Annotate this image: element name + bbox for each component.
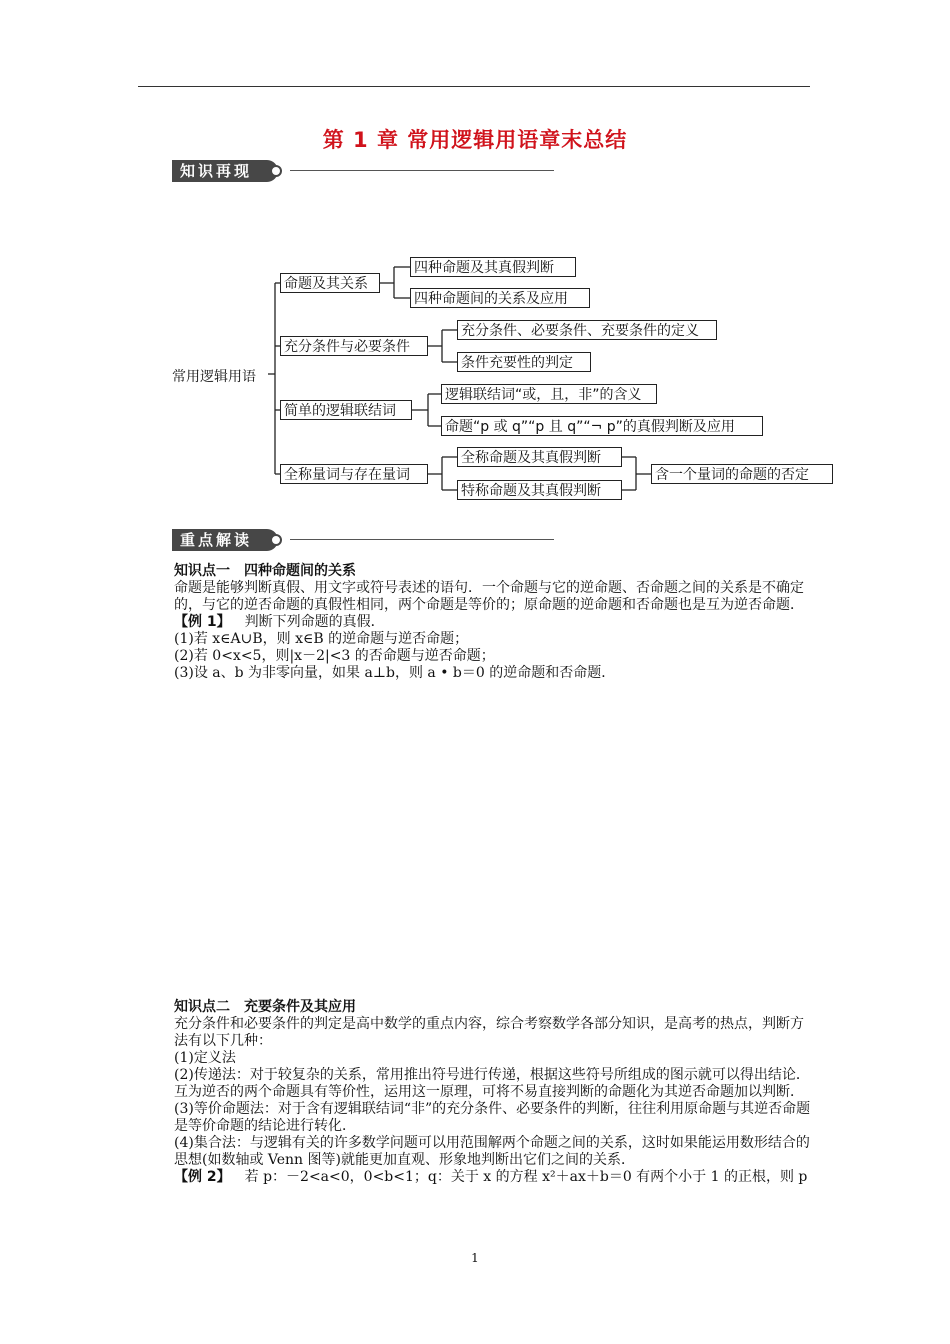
mind-map-root: 常用逻辑用语 [172, 369, 256, 385]
example-1 [174, 614, 814, 631]
example-2 [174, 1169, 814, 1186]
section-banner-focus [172, 529, 554, 551]
leaf-universal: 全称命题及其真假判断 [457, 447, 622, 467]
leaf-existential: 特称命题及其真假判断 [457, 480, 622, 500]
section-knowledge-2 [174, 999, 814, 1186]
banner-label: 知识再现 [172, 160, 278, 182]
example-label: 【例 2】 [174, 1169, 231, 1185]
paragraph: 充分条件和必要条件的判定是高中数学的重点内容，综合考察数学各部分知识，是高考的热点，判断方法有以下几种： [174, 1016, 804, 1049]
example-text: 判断下列命题的真假． [244, 614, 385, 630]
mind-map [0, 0, 950, 520]
section-heading: 知识点二 充要条件及其应用 [174, 999, 356, 1015]
leaf-condition-judgement: 条件充要性的判定 [457, 352, 591, 372]
branch-quantifiers: 全称量词与存在量词 [280, 464, 428, 484]
example-item: (3)设 a、b 为非零向量，如果 a⊥b，则 a • b＝0 的逆命题和否命题． [174, 665, 616, 681]
chapter-title: 第 1 章 常用逻辑用语章末总结 [322, 128, 628, 152]
paragraph: 命题是能够判断真假、用文字或符号表述的语句．一个命题与它的逆命题、否命题之间的关系是不确定的，与它的逆否命题的真假性相同，两个命题是等价的；原命题的逆命题和否命题也是互为逆否命题． [174, 580, 804, 613]
banner-label: 重点解读 [172, 529, 278, 551]
leaf-four-propositions: 四种命题及其真假判断 [410, 257, 576, 277]
leaf-condition-definitions: 充分条件、必要条件、充要条件的定义 [457, 320, 717, 340]
example-text: 若 p：－2<a<0，0<b<1；q：关于 x 的方程 x²＋ax＋b＝0 有两个小于 1 的正根，则 p [244, 1169, 808, 1185]
branch-conditions: 充分条件与必要条件 [280, 336, 428, 356]
branch-propositions: 命题及其关系 [280, 273, 380, 293]
leaf-four-relations: 四种命题间的关系及应用 [410, 288, 590, 308]
method-item: (2)传递法：对于较复杂的关系，常用推出符号进行传递，根据这些符号所组成的图示就可以得出结论．互为逆否的两个命题具有等价性，运用这一原理，可将不易直接判断的命题化为其逆否命题加以判断． [174, 1067, 810, 1100]
branch-connectives: 简单的逻辑联结词 [280, 400, 412, 420]
banner-line [290, 539, 554, 540]
example-item: (2)若 0<x<5，则|x－2|<3 的否命题与逆否命题； [174, 648, 495, 664]
leaf-negation: 含一个量词的命题的否定 [651, 464, 833, 484]
method-item: (4)集合法：与逻辑有关的许多数学问题可以用范围解两个命题之间的关系，这时如果能运用数形结合的思想(如数轴或 Venn 图等)就能更加直观、形象地判断出它们之间的关系． [174, 1135, 810, 1168]
leaf-connective-meaning: 逻辑联结词“或，且，非”的含义 [441, 384, 657, 404]
method-item: (3)等价命题法：对于含有逻辑联结词“非”的充分条件、必要条件的判断，往往利用原命题与其逆否命题是等价命题的结论进行转化． [174, 1101, 811, 1134]
page-number: 1 [471, 1251, 479, 1265]
section-knowledge-1 [174, 563, 814, 682]
bullet-icon [270, 534, 282, 546]
method-item: (1)定义法 [174, 1050, 236, 1066]
example-label: 【例 1】 [174, 614, 231, 630]
section-heading: 知识点一 四种命题间的关系 [174, 563, 356, 579]
example-item: (1)若 x∈A∪B，则 x∈B 的逆命题与逆否命题； [174, 631, 469, 647]
leaf-connective-truth: 命题“p 或 q”“p 且 q”“¬ p”的真假判断及应用 [441, 416, 763, 436]
